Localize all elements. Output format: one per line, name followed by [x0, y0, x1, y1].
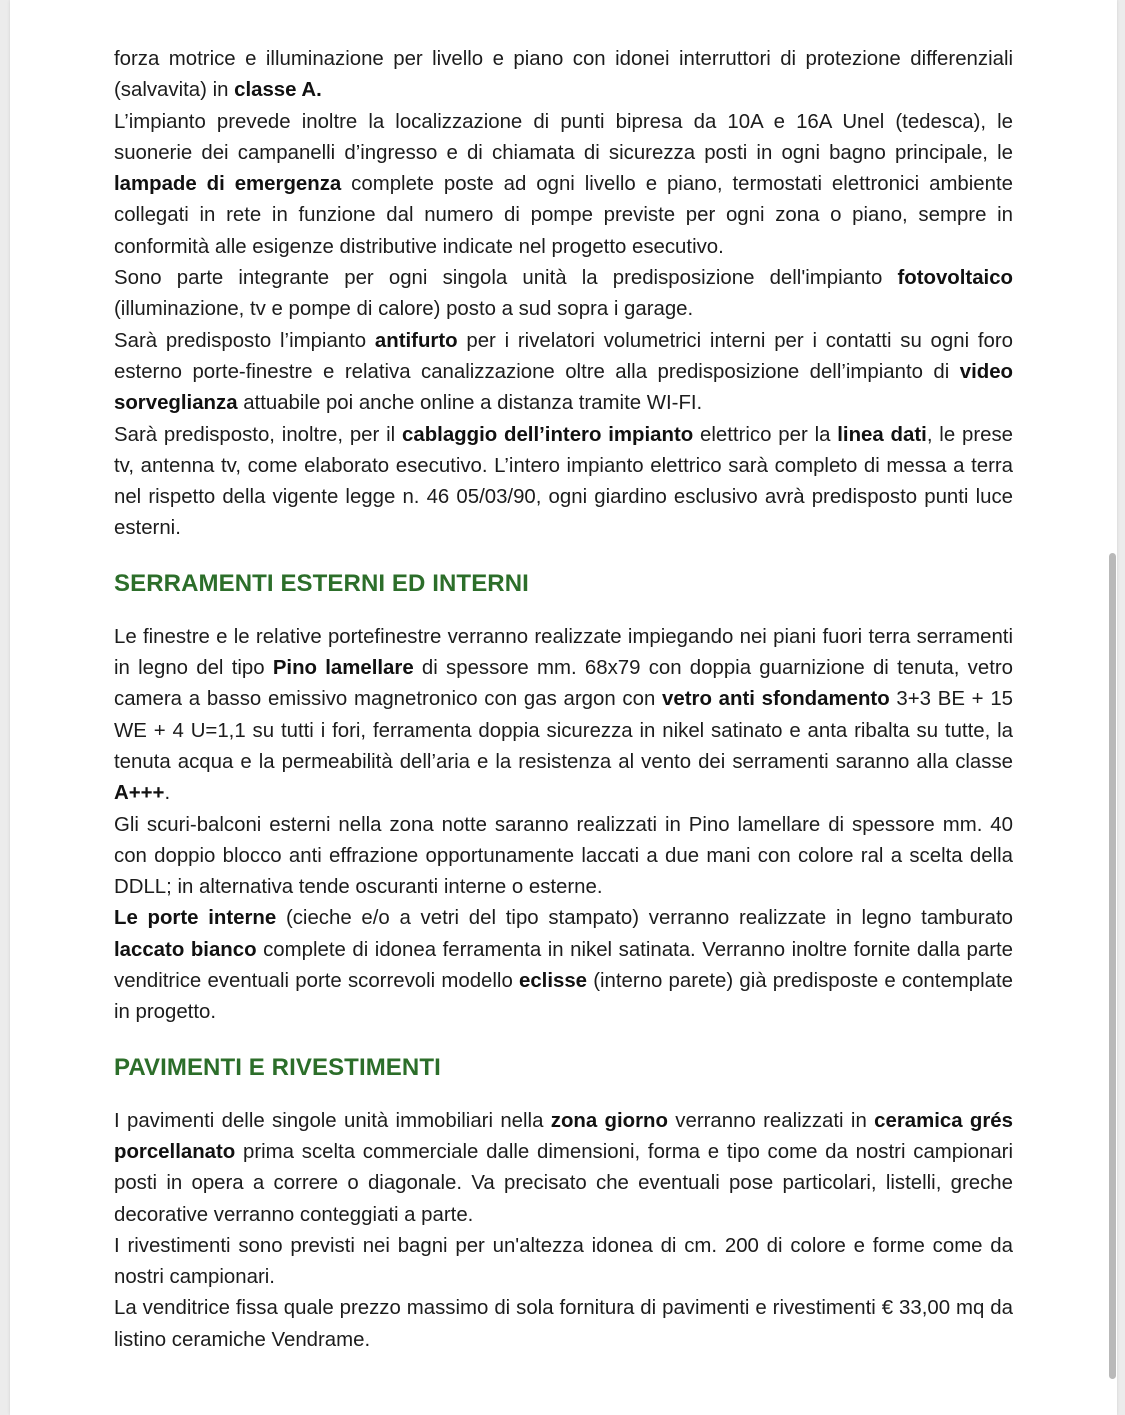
- paragraph-fotovoltaico: Sono parte integrante per ogni singola unità la predisposizione dell'impianto fotovoltaico (illuminazione, tv e pompe di calore) posto a sud sopra i garage.: [114, 267, 1013, 321]
- paragraph-pavimenti: I pavimenti delle singole unità immobiliari nella zona giorno verranno realizzati in ceramica grés porcellanato prima scelta commerciale dalle dimensioni, forma e tipo come da nostri campionari posti in opera a correre o diagonale. Va precisato che eventuali pose particolari, listelli, greche decorative verranno conteggiati a parte.: [114, 1109, 1013, 1226]
- paragraph-finestre: Le finestre e le relative portefinestre verranno realizzate impiegando nei piani fuori terra serramenti in legno del tipo Pino lamellare di spessore mm. 68x79 con doppia guarnizione di tenuta, vetro camera a basso emissivo magnetronico con gas argon con vetro anti sfondamento 3+3 BE + 15 WE + 4 U=1,1 su tutti i fori, ferramenta doppia sicurezza in nikel satinato e anta ribalta su tutte, la tenuta acqua e la permeabilità dell’aria e la resistenza al vento dei serramenti saranno alla classe A+++.: [114, 625, 1013, 805]
- paragraph-scuri-balconi: Gli scuri-balconi esterni nella zona notte saranno realizzati in Pino lamellare di spessore mm. 40 con doppio blocco anti effrazione opportunamente laccati a due mani con colore ral a scelta della DDLL; in alternativa tende oscuranti interne o esterne.: [114, 813, 1013, 899]
- paragraph-rivestimenti: I rivestimenti sono previsti nei bagni per un'altezza idonea di cm. 200 di colore e forme come da nostri campionari.: [114, 1234, 1013, 1289]
- heading-pavimenti: PAVIMENTI E RIVESTIMENTI: [114, 1053, 441, 1081]
- heading-serramenti: SERRAMENTI ESTERNI ED INTERNI: [114, 569, 529, 597]
- paragraph-antifurto: Sarà predisposto l’impianto antifurto per i rivelatori volumetrici interni per i contatti su ogni foro esterno porte-finestre e relativa canalizzazione oltre alla predisposizione dell’impianto di video sorveglianza attuabile poi anche online a distanza tramite WI-FI.: [114, 329, 1013, 415]
- document-body: [114, 44, 1013, 1356]
- paragraph-prezzo-massimo: La venditrice fissa quale prezzo massimo di sola fornitura di pavimenti e rivestimenti € 33,00 mq da listino ceramiche Vendrame.: [114, 1297, 1013, 1351]
- paragraph-porte-interne: Le porte interne (cieche e/o a vetri del tipo stampato) verranno realizzate in legno tamburato laccato bianco complete di idonea ferramenta in nikel satinata. Verranno inoltre fornite dalla parte venditrice eventuali porte scorrevoli modello eclisse (interno parete) già predisposte e contemplate in progetto.: [114, 907, 1013, 1024]
- paragraph-impianto-bipresa: L’impianto prevede inoltre la localizzazione di punti bipresa da 10A e 16A Unel (tedesca), le suonerie dei campanelli d’ingresso e di chiamata di sicurezza posti in ogni bagno principale, le lampade di emergenza complete poste ad ogni livello e piano, termostati elettronici ambiente collegati in rete in funzione dal numero di pompe previste per ogni zona o piano, sempre in conformità alle esigenze distributive indicate nel progetto esecutivo.: [114, 110, 1013, 258]
- document-page: [10, 0, 1117, 1415]
- paragraph-forza-motrice: forza motrice e illuminazione per livello e piano con idonei interruttori di protezione differenziali (salvavita) in classe A.: [114, 48, 1013, 102]
- paragraph-cablaggio: Sarà predisposto, inoltre, per il cablaggio dell’intero impianto elettrico per la linea dati, le prese tv, antenna tv, come elaborato esecutivo. L’intero impianto elettrico sarà completo di messa a terra nel rispetto della vigente legge n. 46 05/03/90, ogni giardino esclusivo avrà predisposto punti luce esterni.: [114, 423, 1013, 540]
- scrollbar-thumb[interactable]: [1109, 553, 1116, 1379]
